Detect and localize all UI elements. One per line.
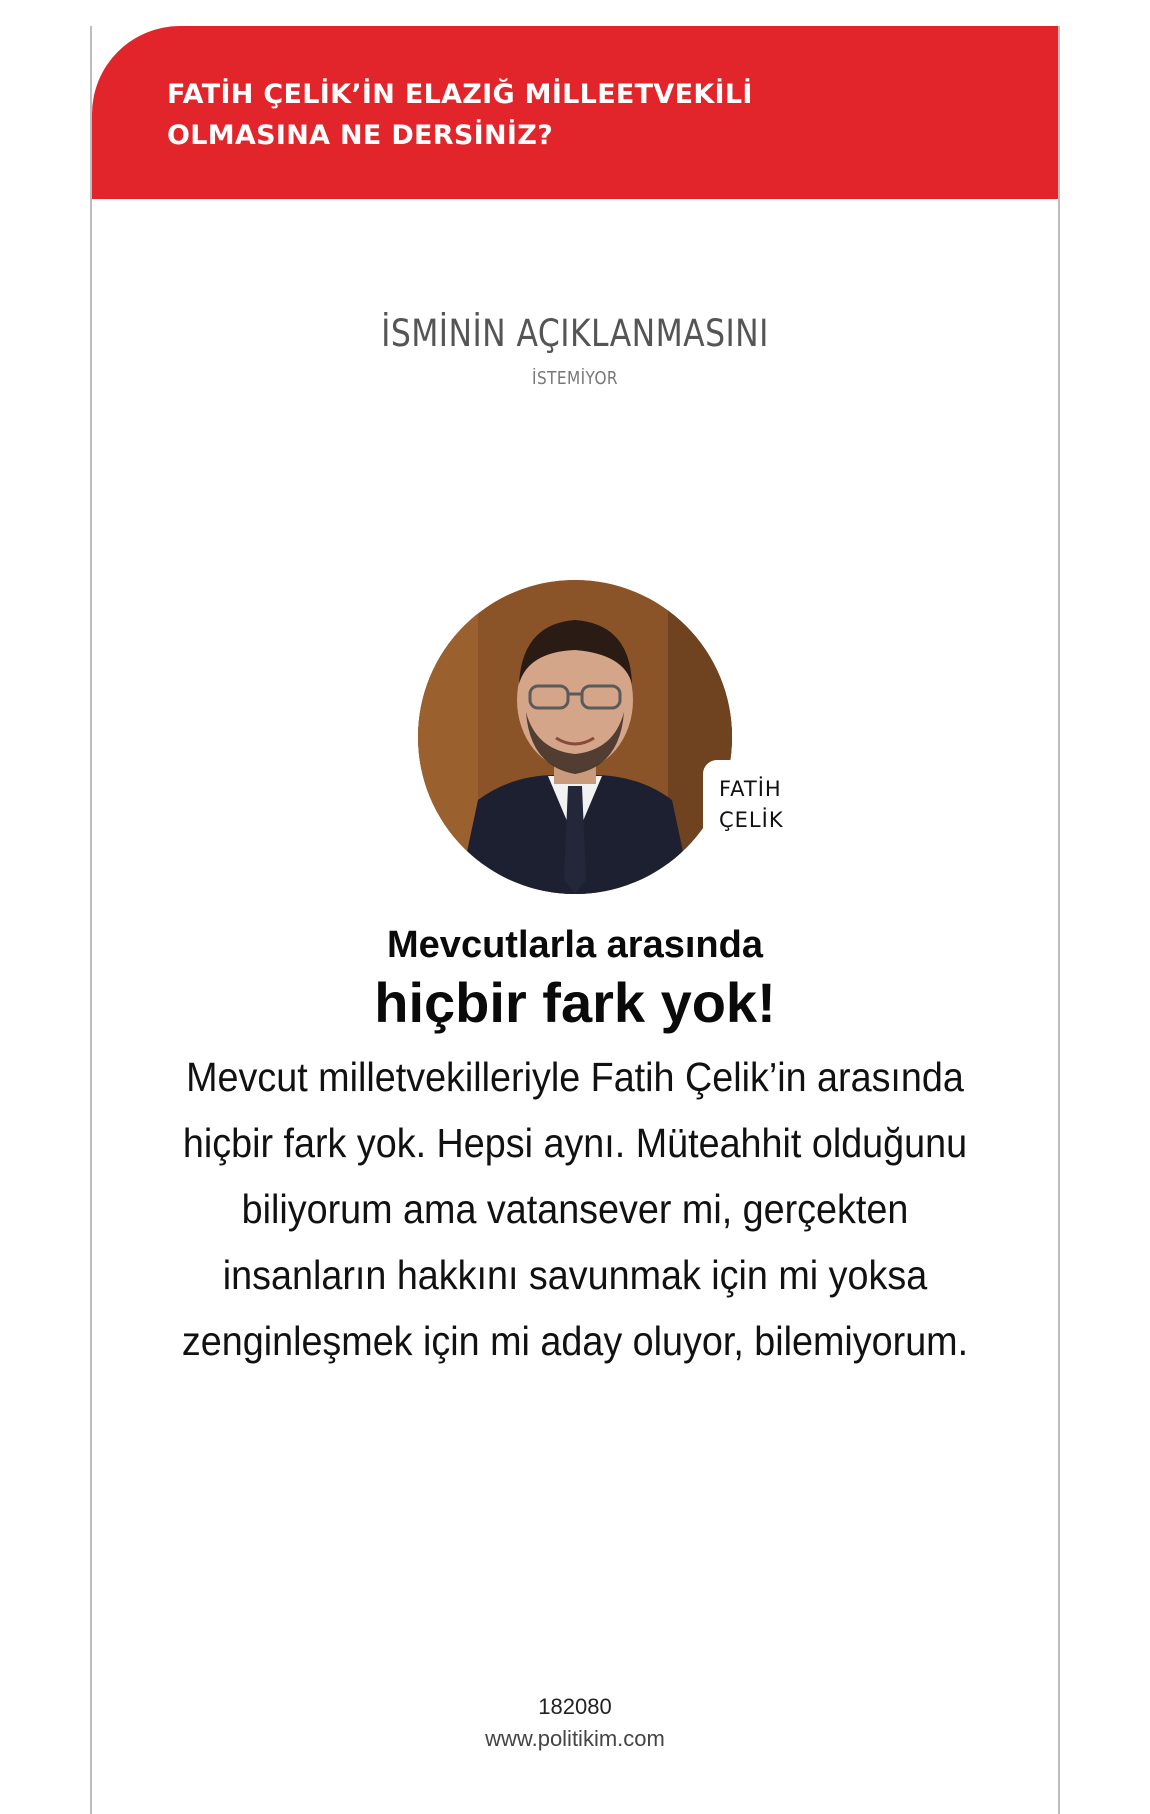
card-frame: [90, 26, 1060, 1814]
answer-body: Mevcut milletvekilleriyle Fatih Çelik’in arasında hiçbir fark yok. Hepsi aynı. Müteahhit olduğunu biliyorum ama vatansever mi, gerçekten insanların hakkını savunmak için mi yoksa zenginleşmek için mi aday oluyor, bilemiyorum.: [181, 1054, 969, 1364]
subject-name-tag: [703, 760, 813, 854]
header-banner: [92, 26, 1058, 199]
answer-headline-line-1: Mevcutlarla arasında: [387, 924, 763, 966]
subject-photo: [418, 580, 732, 894]
footer-id: 182080: [538, 1694, 612, 1719]
answer-headline-line-2: hiçbir fark yok!: [374, 971, 776, 1034]
portrait-illustration: [418, 580, 732, 894]
subject-name-first: FATİH: [719, 777, 782, 801]
subject-name-last: ÇELİK: [719, 808, 784, 832]
respondent-title: İSMİNİN AÇIKLANMASINI: [381, 312, 769, 355]
respondent-subtitle: İSTEMİYOR: [532, 368, 618, 389]
header-title: FATİH ÇELİK’İN ELAZIĞ MİLLEETVEKİLİ OLMASINA NE DERSİNİZ?: [167, 79, 753, 151]
footer-url[interactable]: www.politikim.com: [485, 1726, 665, 1751]
